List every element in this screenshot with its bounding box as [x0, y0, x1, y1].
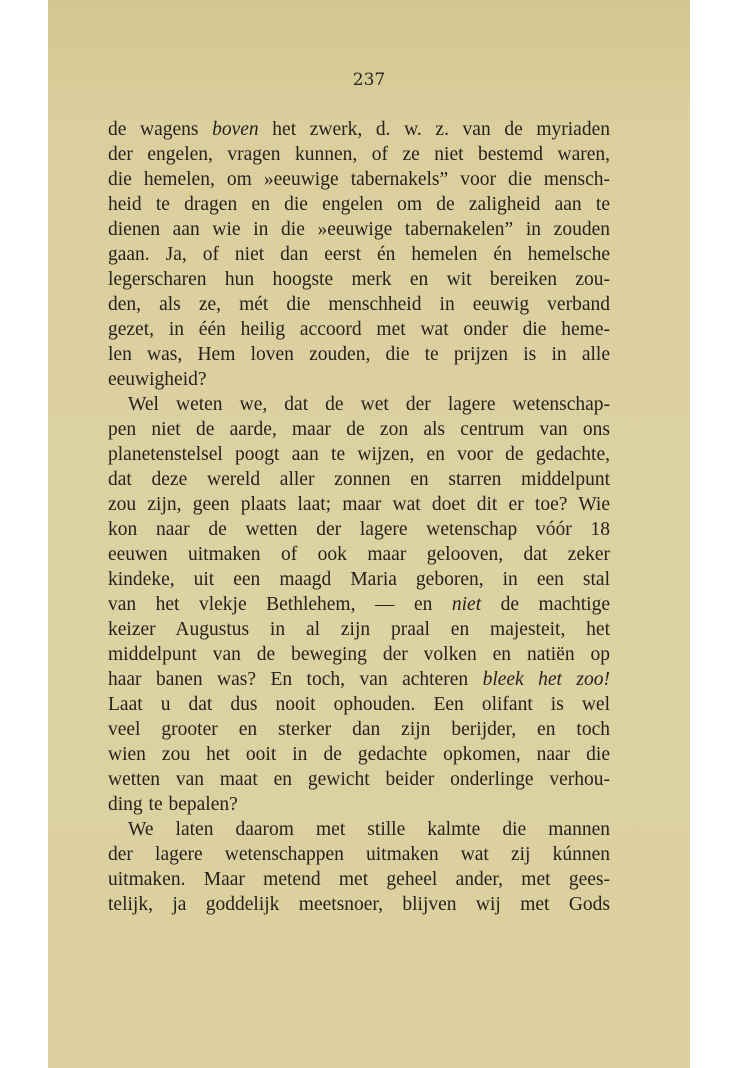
text-line: [108, 392, 610, 417]
text-line: [108, 517, 610, 542]
text-segment: haar banen was? En toch, van achteren: [108, 669, 483, 690]
text-line: [108, 367, 610, 392]
text-segment: der engelen, vragen kunnen, of ze niet bestemd waren,: [108, 144, 610, 165]
page-body-text: [108, 117, 610, 917]
text-segment: legerscharen hun hoogste merk en wit bereiken zou-: [108, 269, 610, 290]
text-line: [108, 442, 610, 467]
text-segment: uitmaken. Maar metend met geheel ander, met gees-: [108, 869, 610, 890]
text-segment: veel grooter en sterker dan zijn berijder, en toch: [108, 719, 610, 740]
text-segment: planetenstelsel poogt aan te wijzen, en voor de gedachte,: [108, 444, 610, 465]
text-line: [108, 217, 610, 242]
text-segment: de wagens: [108, 119, 213, 140]
text-line: [108, 642, 610, 667]
text-line: [108, 242, 610, 267]
text-line: [108, 567, 610, 592]
text-line: [108, 192, 610, 217]
text-segment: Wel weten we, dat de wet der lagere wetenschap-: [128, 394, 610, 415]
text-line: [108, 892, 610, 917]
text-segment: heid te dragen en die engelen om de zaligheid aan te: [108, 194, 610, 215]
text-line: [108, 767, 610, 792]
text-line: [108, 592, 610, 617]
italic-text: boven: [212, 119, 259, 140]
text-segment: dienen aan wie in die »eeuwige tabernakelen” in zouden: [108, 219, 610, 240]
text-line: [108, 142, 610, 167]
text-line: [108, 692, 610, 717]
text-segment: dat deze wereld aller zonnen en starren middelpunt: [108, 469, 610, 490]
text-line: [108, 792, 610, 817]
text-line: [108, 267, 610, 292]
text-segment: pen niet de aarde, maar de zon als centrum van ons: [108, 419, 610, 440]
text-segment: ding te bepalen?: [108, 794, 238, 815]
text-line: [108, 842, 610, 867]
text-line: [108, 867, 610, 892]
text-line: [108, 342, 610, 367]
text-segment: het zwerk, d. w. z. van de myriaden: [258, 119, 610, 140]
text-segment: der lagere wetenschappen uitmaken wat zij kúnnen: [108, 844, 610, 865]
text-segment: zou zijn, geen plaats laat; maar wat doet dit er toe? Wie: [108, 494, 610, 515]
text-line: [108, 317, 610, 342]
text-line: [108, 492, 610, 517]
italic-text: bleek het zoo!: [482, 669, 611, 690]
text-line: [108, 542, 610, 567]
text-segment: eeuwigheid?: [108, 369, 207, 390]
text-line: [108, 167, 610, 192]
text-line: [108, 667, 610, 692]
text-segment: van het vlekje Bethlehem, — en: [108, 594, 452, 615]
text-segment: kon naar de wetten der lagere wetenschap vóór 18: [108, 519, 610, 540]
text-line: [108, 717, 610, 742]
text-segment: Laat u dat dus nooit ophouden. Een olifant is wel: [108, 694, 610, 715]
text-line: [108, 617, 610, 642]
text-line: [108, 817, 610, 842]
text-segment: middelpunt van de beweging der volken en natiën op: [108, 644, 610, 665]
text-segment: We laten daarom met stille kalmte die mannen: [128, 819, 610, 840]
text-segment: gaan. Ja, of niet dan eerst én hemelen én hemelsche: [108, 244, 610, 265]
text-segment: telijk, ja goddelijk meetsnoer, blijven wij met Gods: [108, 894, 610, 915]
text-segment: kindeke, uit een maagd Maria geboren, in een stal: [108, 569, 610, 590]
text-segment: die hemelen, om »eeuwige tabernakels” voor die mensch-: [108, 169, 610, 190]
text-segment: de machtige: [481, 594, 610, 615]
text-segment: den, als ze, mét die menschheid in eeuwig verband: [108, 294, 610, 315]
text-segment: eeuwen uitmaken of ook maar gelooven, dat zeker: [108, 544, 610, 565]
italic-text: niet: [451, 594, 482, 615]
text-segment: wien zou het ooit in de gedachte opkomen, naar die: [108, 744, 610, 765]
text-segment: keizer Augustus in al zijn praal en majesteit, het: [108, 619, 610, 640]
text-line: [108, 742, 610, 767]
text-segment: gezet, in één heilig accoord met wat onder die heme-: [108, 319, 610, 340]
text-segment: wetten van maat en gewicht beider onderlinge verhou-: [108, 769, 610, 790]
page-number: 237: [352, 70, 386, 90]
text-line: [108, 467, 610, 492]
book-page: [48, 0, 690, 1068]
text-line: [108, 117, 610, 142]
text-line: [108, 417, 610, 442]
text-line: [108, 292, 610, 317]
text-segment: len was, Hem loven zouden, die te prijzen is in alle: [108, 344, 610, 365]
